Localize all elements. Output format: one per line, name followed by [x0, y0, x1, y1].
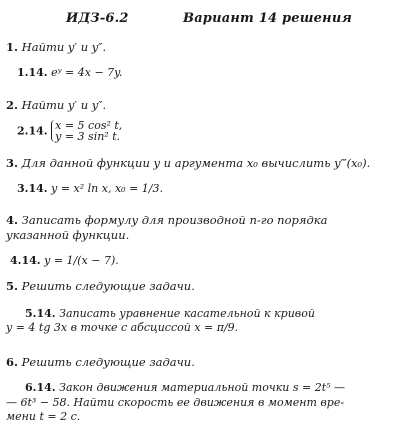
task-4-item-number: 4.14. [10, 254, 41, 267]
task-5-text: Решить следующие задачи. [21, 279, 195, 293]
task-5-number: 5. [6, 279, 19, 293]
task-2-item [17, 120, 122, 142]
task-4-heading [6, 213, 327, 227]
task-4-item [10, 254, 119, 267]
task-6-item [25, 381, 345, 394]
task-5-item-number: 5.14. [25, 307, 56, 320]
task-1-item-number: 1.14. [17, 66, 48, 79]
task-3-expression: y = x² ln x, x₀ = 1/3. [51, 182, 163, 195]
task-1-heading [6, 40, 106, 54]
task-2-line-1: x = 5 cos² t, [55, 119, 123, 132]
task-6-number: 6. [6, 355, 19, 369]
task-1-expression: eʸ = 4x − 7y. [51, 66, 123, 79]
task-4-line-1: Записать формулу для производной n-го порядка [21, 213, 328, 227]
task-2-heading [6, 98, 106, 112]
task-3-text: Для данной функции y и аргумента x₀ вычислить y‴(x₀). [21, 156, 371, 170]
task-5-heading [6, 279, 195, 293]
task-5-line-1: Записать уравнение касательной к кривой [59, 307, 315, 320]
task-1-item [17, 66, 122, 79]
task-6-line-2: — 6t³ − 58. Найти скорость ее движения в момент вре- [6, 396, 345, 409]
task-6-line-3: мени t = 2 с. [6, 410, 81, 423]
task-2-text: Найти y′ и y″. [21, 98, 107, 112]
task-6-item-number: 6.14. [25, 381, 56, 394]
task-6-text: Решить следующие задачи. [21, 355, 195, 369]
task-4-line-2: указанной функции. [6, 228, 130, 242]
task-2-line-2: y = 3 sin² t. [55, 130, 121, 143]
task-6-line-1: Закон движения материальной точки s = 2t⁵ — [59, 381, 346, 394]
task-3-number: 3. [6, 156, 19, 170]
task-6-heading [6, 355, 195, 369]
task-1-number: 1. [6, 40, 19, 54]
task-1-text: Найти y′ и y″. [21, 40, 107, 54]
task-5-item [25, 307, 315, 320]
task-5-line-2: y = 4 tg 3x в точке с абсциссой x = π/9. [6, 321, 239, 334]
task-2-system [51, 120, 122, 142]
task-4-number: 4. [6, 213, 19, 227]
task-3-item-number: 3.14. [17, 182, 48, 195]
task-2-number: 2. [6, 98, 19, 112]
task-4-expression: y = 1/(x − 7). [44, 254, 119, 267]
variant-title: Вариант 14 решения [183, 11, 353, 26]
task-3-heading [6, 156, 370, 170]
document-code: ИДЗ-6.2 [66, 11, 129, 26]
task-3-item [17, 182, 163, 195]
task-2-item-number: 2.14. [17, 124, 48, 138]
